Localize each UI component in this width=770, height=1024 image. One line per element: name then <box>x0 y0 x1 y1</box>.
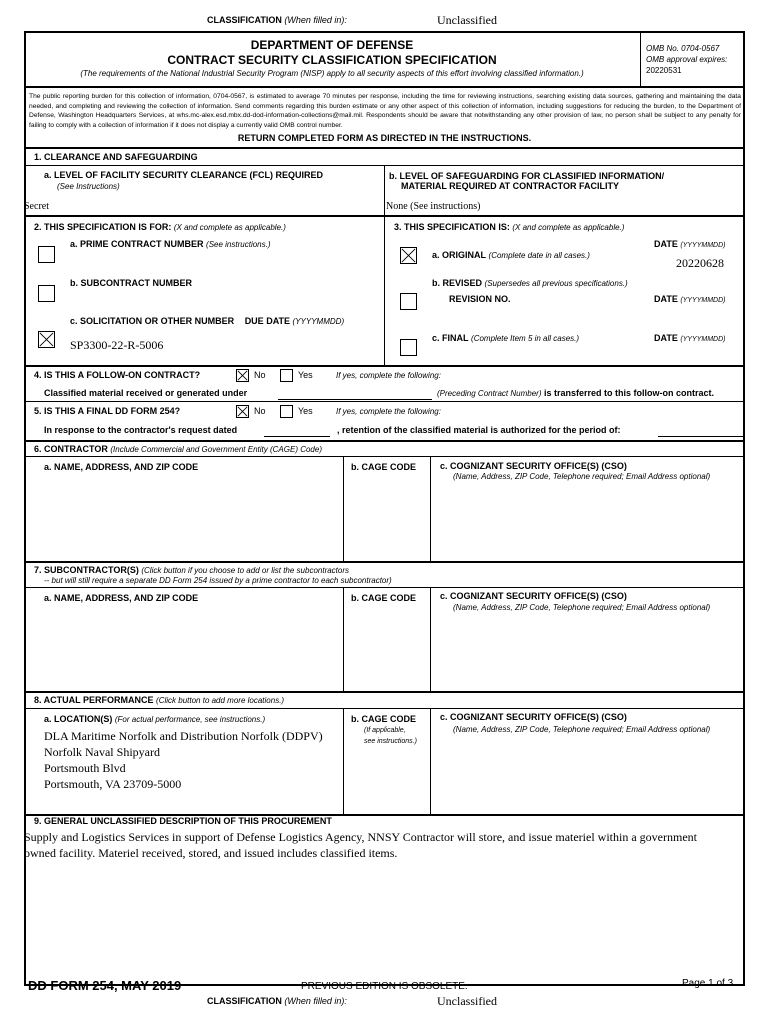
section-1-heading: 1. CLEARANCE AND SAFEGUARDING <box>34 152 198 162</box>
s5-yes-label: Yes <box>298 406 313 416</box>
page-number: Page 1 of 3 <box>682 978 734 989</box>
s2b-checkbox[interactable] <box>38 285 55 302</box>
s1a-hint: (See Instructions) <box>57 182 120 191</box>
s8b-hint-1: (If applicable, <box>364 727 406 734</box>
s5-no-checkbox[interactable] <box>236 405 249 418</box>
s1b-label: b. LEVEL OF SAFEGUARDING FOR CLASSIFIED INFORMATION/ <box>389 171 665 181</box>
s8c-label: c. COGNIZANT SECURITY OFFICE(S) (CSO) <box>440 712 627 722</box>
s8c-hint: (Name, Address, ZIP Code, Telephone required; Email Address optional) <box>453 725 711 734</box>
form-number: DD FORM 254, MAY 2019 <box>28 978 182 993</box>
section-9-heading: 9. GENERAL UNCLASSIFIED DESCRIPTION OF THIS PROCUREMENT <box>34 816 332 826</box>
s5-period-field[interactable] <box>658 436 744 437</box>
section-7-heading: 7. SUBCONTRACTOR(S) (Click button if you choose to add or list the subcontractors <box>34 565 350 575</box>
section-8-heading: 8. ACTUAL PERFORMANCE (Click button to add more locations.) <box>34 695 285 705</box>
section-3-heading: 3. THIS SPECIFICATION IS: (X and complete as applicable.) <box>394 222 625 232</box>
s7c-hint: (Name, Address, ZIP Code, Telephone required; Email Address optional) <box>453 603 711 612</box>
s7a-label: a. NAME, ADDRESS, AND ZIP CODE <box>44 593 199 603</box>
description-line-1: Supply and Logistics Services in support of Defense Logistics Agency, NNSY Contractor will store, and issue materiel within a government <box>24 830 697 844</box>
location-field[interactable] <box>44 728 323 792</box>
s4-no-checkbox[interactable] <box>236 369 249 382</box>
description-line-2: owned facility. Materiel received, stored, and issued includes classified items. <box>24 846 398 860</box>
s4-label: 4. IS THIS A FOLLOW-ON CONTRACT? <box>34 370 201 380</box>
title-dept: DEPARTMENT OF DEFENSE <box>250 38 414 52</box>
location-line-3: Portsmouth Blvd <box>44 761 126 775</box>
x-mark-icon <box>237 406 248 417</box>
s7-hint-2: -- but will still require a separate DD Form 254 issued by a prime contractor to each subcontractor) <box>44 576 392 585</box>
section-2-heading: 2. THIS SPECIFICATION IS FOR: (X and complete as applicable.) <box>34 222 286 232</box>
s6c-hint: (Name, Address, ZIP Code, Telephone required; Email Address optional) <box>453 472 711 481</box>
previous-edition: PREVIOUS EDITION IS OBSOLETE. <box>301 981 468 992</box>
classification-footer: CLASSIFICATION (When filled in): <box>207 996 347 1006</box>
s3b-checkbox[interactable] <box>400 293 417 310</box>
procurement-description-field[interactable] <box>24 829 744 861</box>
s4-no-label: No <box>254 370 266 380</box>
title-subtitle: (The requirements of the National Industrial Security Program (NISP) apply to all security aspects of this effort involving classified information.) <box>80 69 584 78</box>
s8a-label-row: a. LOCATION(S) (For actual performance, see instructions.) <box>44 714 266 724</box>
s4-hint: If yes, complete the following: <box>336 371 441 380</box>
location-line-1: DLA Maritime Norfolk and Distribution Norfolk (DDPV) <box>44 729 323 743</box>
omb-number: OMB No. 0704-0567 <box>646 44 720 53</box>
s1a-label: a. LEVEL OF FACILITY SECURITY CLEARANCE (FCL) REQUIRED <box>44 170 324 180</box>
s2c-checkbox[interactable] <box>38 331 55 348</box>
s3c-date-label: DATE (YYYYMMDD) <box>654 333 726 343</box>
s2a-checkbox[interactable] <box>38 246 55 263</box>
title-form: CONTRACT SECURITY CLASSIFICATION SPECIFICATION <box>167 53 497 67</box>
s3c-checkbox[interactable] <box>400 339 417 356</box>
s3a-label-row: a. ORIGINAL (Complete date in all cases.) <box>432 250 590 260</box>
s8b-label: b. CAGE CODE <box>351 714 417 724</box>
s7b-label: b. CAGE CODE <box>351 593 417 603</box>
s3a-checkbox[interactable] <box>400 247 417 264</box>
omb-expires: OMB approval expires: <box>646 55 728 64</box>
s6a-label: a. NAME, ADDRESS, AND ZIP CODE <box>44 462 199 472</box>
solicitation-number-field[interactable]: SP3300-22-R-5006 <box>70 338 164 352</box>
x-mark-icon <box>237 370 248 381</box>
classification-value[interactable]: Unclassified <box>437 13 497 27</box>
section-6-heading: 6. CONTRACTOR (Include Commercial and Government Entity (CAGE) Code) <box>34 444 322 454</box>
revision-label: REVISION NO. <box>449 294 511 304</box>
classification-footer-value[interactable]: Unclassified <box>437 994 497 1008</box>
safeguarding-level-field[interactable]: None (See instructions) <box>386 201 481 212</box>
s4-preceding-row: (Preceding Contract Number) is transferred to this follow-on contract. <box>437 388 715 398</box>
s4-yes-checkbox[interactable] <box>280 369 293 382</box>
s6c-label: c. COGNIZANT SECURITY OFFICE(S) (CSO) <box>440 461 627 471</box>
s5-line2a: In response to the contractor's request dated <box>44 425 238 435</box>
s4-yes-label: Yes <box>298 370 313 380</box>
s5-label: 5. IS THIS A FINAL DD FORM 254? <box>34 406 181 416</box>
omb-date: 20220531 <box>646 66 682 75</box>
s5-yes-checkbox[interactable] <box>280 405 293 418</box>
s3b-label-row: b. REVISED (Supersedes all previous specifications.) <box>432 278 628 288</box>
s3c-label-row: c. FINAL (Complete Item 5 in all cases.) <box>432 333 580 343</box>
s2c-label-row: c. SOLICITATION OR OTHER NUMBER DUE DATE (YYYYMMDD) <box>70 316 345 326</box>
s5-hint: If yes, complete the following: <box>336 407 441 416</box>
s5-no-label: No <box>254 406 266 416</box>
s4-contract-number-field[interactable] <box>278 399 432 400</box>
fcl-level-field[interactable]: Secret <box>24 201 49 212</box>
s3b-date-label: DATE (YYYYMMDD) <box>654 294 726 304</box>
s6b-label: b. CAGE CODE <box>351 462 417 472</box>
s2a-label-row: a. PRIME CONTRACT NUMBER (See instructions.) <box>70 239 271 249</box>
s4-line2: Classified material received or generated under <box>44 388 248 398</box>
classification-header: CLASSIFICATION (When filled in): <box>207 15 347 25</box>
burden-statement: The public reporting burden for this collection of information, 0704-0567, is estimated to average 70 minutes per response, including the time for reviewing instructions, searching existing data sources, gathering and maintaining the data needed, and completing and reviewing the collection of information. Send comments regarding this burden estimate or any other aspect of this collection of information, including suggestions for reducing the burden, to the Department of Defense, Washington Headquarters Services, at whs.mc-alex.esd.mbx.dd-dod-information-collections@mail.mil. Respondents should be aware that notwithstanding any other provision of law, no person shall be subject to any penalty for failing to comply with a collection of information if it does not display a currently valid OMB control number. <box>29 93 741 129</box>
return-instructions: RETURN COMPLETED FORM AS DIRECTED IN THE INSTRUCTIONS. <box>237 133 532 143</box>
location-line-4: Portsmouth, VA 23709-5000 <box>44 777 182 791</box>
original-date-field[interactable]: 20220628 <box>676 256 724 270</box>
s5-line2b: , retention of the classified material is authorized for the period of: <box>337 425 621 435</box>
s5-request-date-field[interactable] <box>264 436 330 437</box>
s1b-label-2: MATERIAL REQUIRED AT CONTRACTOR FACILITY <box>401 181 619 191</box>
x-mark-icon <box>39 332 54 347</box>
s8b-hint-2: see instructions.) <box>364 738 417 745</box>
s2b-label: b. SUBCONTRACT NUMBER <box>70 278 192 288</box>
x-mark-icon <box>401 248 416 263</box>
location-line-2: Norfolk Naval Shipyard <box>44 745 160 759</box>
s3a-date-label: DATE (YYYYMMDD) <box>654 239 726 249</box>
s7c-label: c. COGNIZANT SECURITY OFFICE(S) (CSO) <box>440 591 627 601</box>
